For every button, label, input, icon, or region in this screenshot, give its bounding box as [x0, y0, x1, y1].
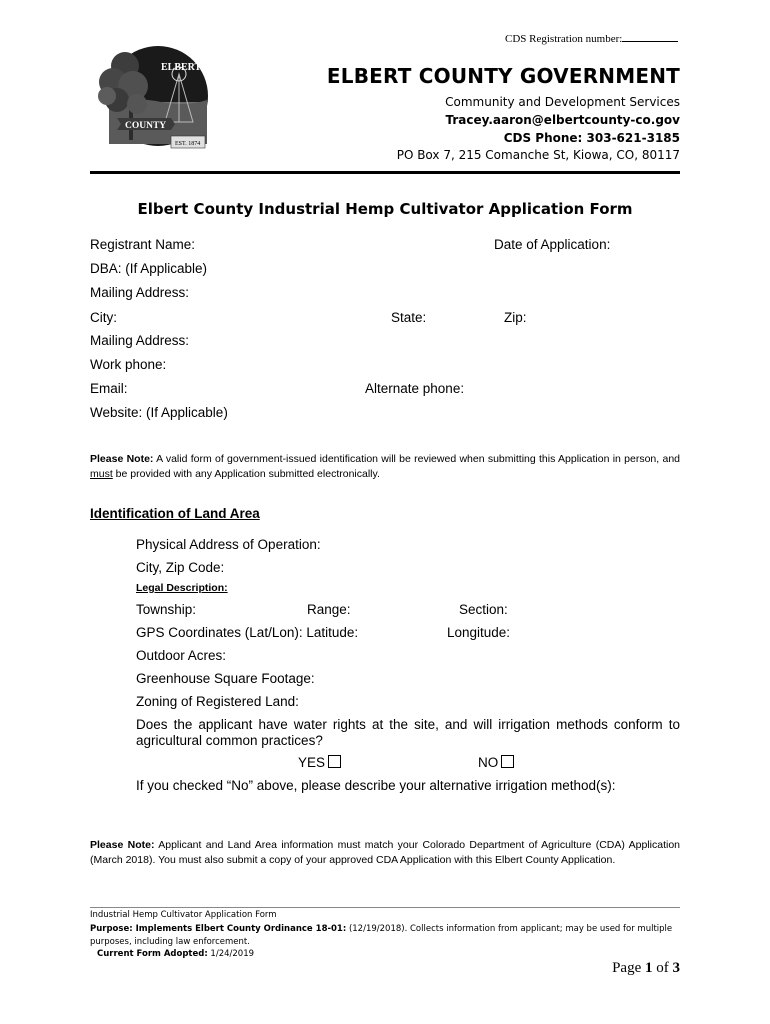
identification-note [90, 452, 680, 482]
footer-purpose [90, 923, 680, 949]
township-field[interactable]: Township: [136, 602, 197, 617]
cds-registration-label: CDS Registration number: [505, 33, 623, 45]
yes-label: YES [298, 755, 326, 770]
logo-banner-text: COUNTY [125, 121, 167, 131]
outdoor-acres-field[interactable]: Outdoor Acres: [136, 648, 227, 663]
footer-adopted [97, 949, 254, 959]
physical-address-field[interactable]: Physical Address of Operation: [136, 537, 321, 552]
footer-divider [90, 907, 680, 908]
footer-form-name: Industrial Hemp Cultivator Application Form [90, 910, 277, 920]
county-government-title: ELBERT COUNTY GOVERNMENT [326, 64, 680, 88]
email-field[interactable]: Email: [90, 381, 128, 396]
page-of: of [652, 960, 673, 976]
dba-field[interactable]: DBA: (If Applicable) [90, 261, 208, 276]
yes-option[interactable] [298, 755, 341, 770]
no-checkbox[interactable] [501, 755, 514, 768]
zip-field[interactable]: Zip: [504, 310, 527, 325]
contact-address: PO Box 7, 215 Comanche St, Kiowa, CO, 80117 [396, 148, 680, 162]
cds-registration-number [505, 30, 678, 45]
contact-email: Tracey.aaron@elbertcounty-co.gov [445, 113, 680, 127]
water-rights-question: Does the applicant have water rights at the site, and will irrigation methods conform to agricultural common practices? [136, 717, 680, 748]
city-field[interactable]: City: [90, 310, 117, 325]
logo-top-text: ELBERT [161, 62, 202, 73]
cda-note [90, 838, 680, 868]
city-zip-field[interactable]: City, Zip Code: [136, 560, 225, 575]
section-field[interactable]: Section: [459, 602, 508, 617]
date-of-application-field[interactable]: Date of Application: [494, 237, 611, 252]
elbert-county-logo [95, 44, 210, 154]
website-field[interactable]: Website: (If Applicable) [90, 405, 228, 420]
footer-adopted-lead: Current Form Adopted: [97, 949, 208, 959]
page-current: 1 [645, 960, 653, 976]
state-field[interactable]: State: [391, 310, 427, 325]
page-total: 3 [672, 960, 680, 976]
note-text-b: be provided with any Application submitted electronically. [112, 468, 380, 480]
greenhouse-square-footage-field[interactable]: Greenhouse Square Footage: [136, 671, 315, 686]
mailing-address-field[interactable]: Mailing Address: [90, 285, 190, 300]
zoning-field[interactable]: Zoning of Registered Land: [136, 694, 299, 709]
footer-purpose-text: (12/19/2018). Collects information from applicant; may be used for multiple purposes, including law enforcement. [90, 924, 673, 947]
page-number [612, 960, 680, 977]
alternate-phone-field[interactable]: Alternate phone: [365, 381, 465, 396]
range-field[interactable]: Range: [307, 602, 351, 617]
footer-purpose-lead: Purpose: Implements Elbert County Ordinance 18-01: [90, 924, 347, 934]
header-divider [90, 171, 680, 174]
legal-description-heading: Legal Description: [136, 582, 228, 594]
cds-registration-blank[interactable] [622, 30, 678, 42]
work-phone-field[interactable]: Work phone: [90, 357, 167, 372]
latitude-field[interactable]: GPS Coordinates (Lat/Lon): Latitude: [136, 625, 359, 640]
contact-phone: CDS Phone: 303-621-3185 [503, 131, 680, 145]
no-label: NO [478, 755, 499, 770]
longitude-field[interactable]: Longitude: [447, 625, 511, 640]
yes-checkbox[interactable] [328, 755, 341, 768]
note-text-a: A valid form of government-issued identification will be reviewed when submitting this Application in person, and [153, 453, 680, 465]
page-word: Page [612, 960, 645, 976]
note-lead: Please Note: [90, 453, 154, 465]
note-must: must [90, 468, 113, 480]
department-name: Community and Development Services [445, 95, 680, 109]
second-mailing-address-field[interactable]: Mailing Address: [90, 333, 190, 348]
logo-est-text: EST. 1874 [175, 141, 201, 147]
footer-adopted-date: 1/24/2019 [207, 949, 255, 959]
land-area-section-title: Identification of Land Area [90, 506, 260, 521]
form-title: Elbert County Industrial Hemp Cultivator Application Form [137, 200, 633, 218]
registrant-name-field[interactable]: Registrant Name: [90, 237, 196, 252]
alternative-irrigation-field[interactable]: If you checked “No” above, please describe your alternative irrigation method(s): [136, 778, 616, 793]
cda-note-text: Applicant and Land Area information must match your Colorado Department of Agriculture (CDA) Application (March 2018). You must also submit a copy of your approved CDA Application with this Elbert County Application. [90, 839, 680, 866]
cda-note-lead: Please Note: [90, 839, 155, 851]
no-option[interactable] [478, 755, 514, 770]
